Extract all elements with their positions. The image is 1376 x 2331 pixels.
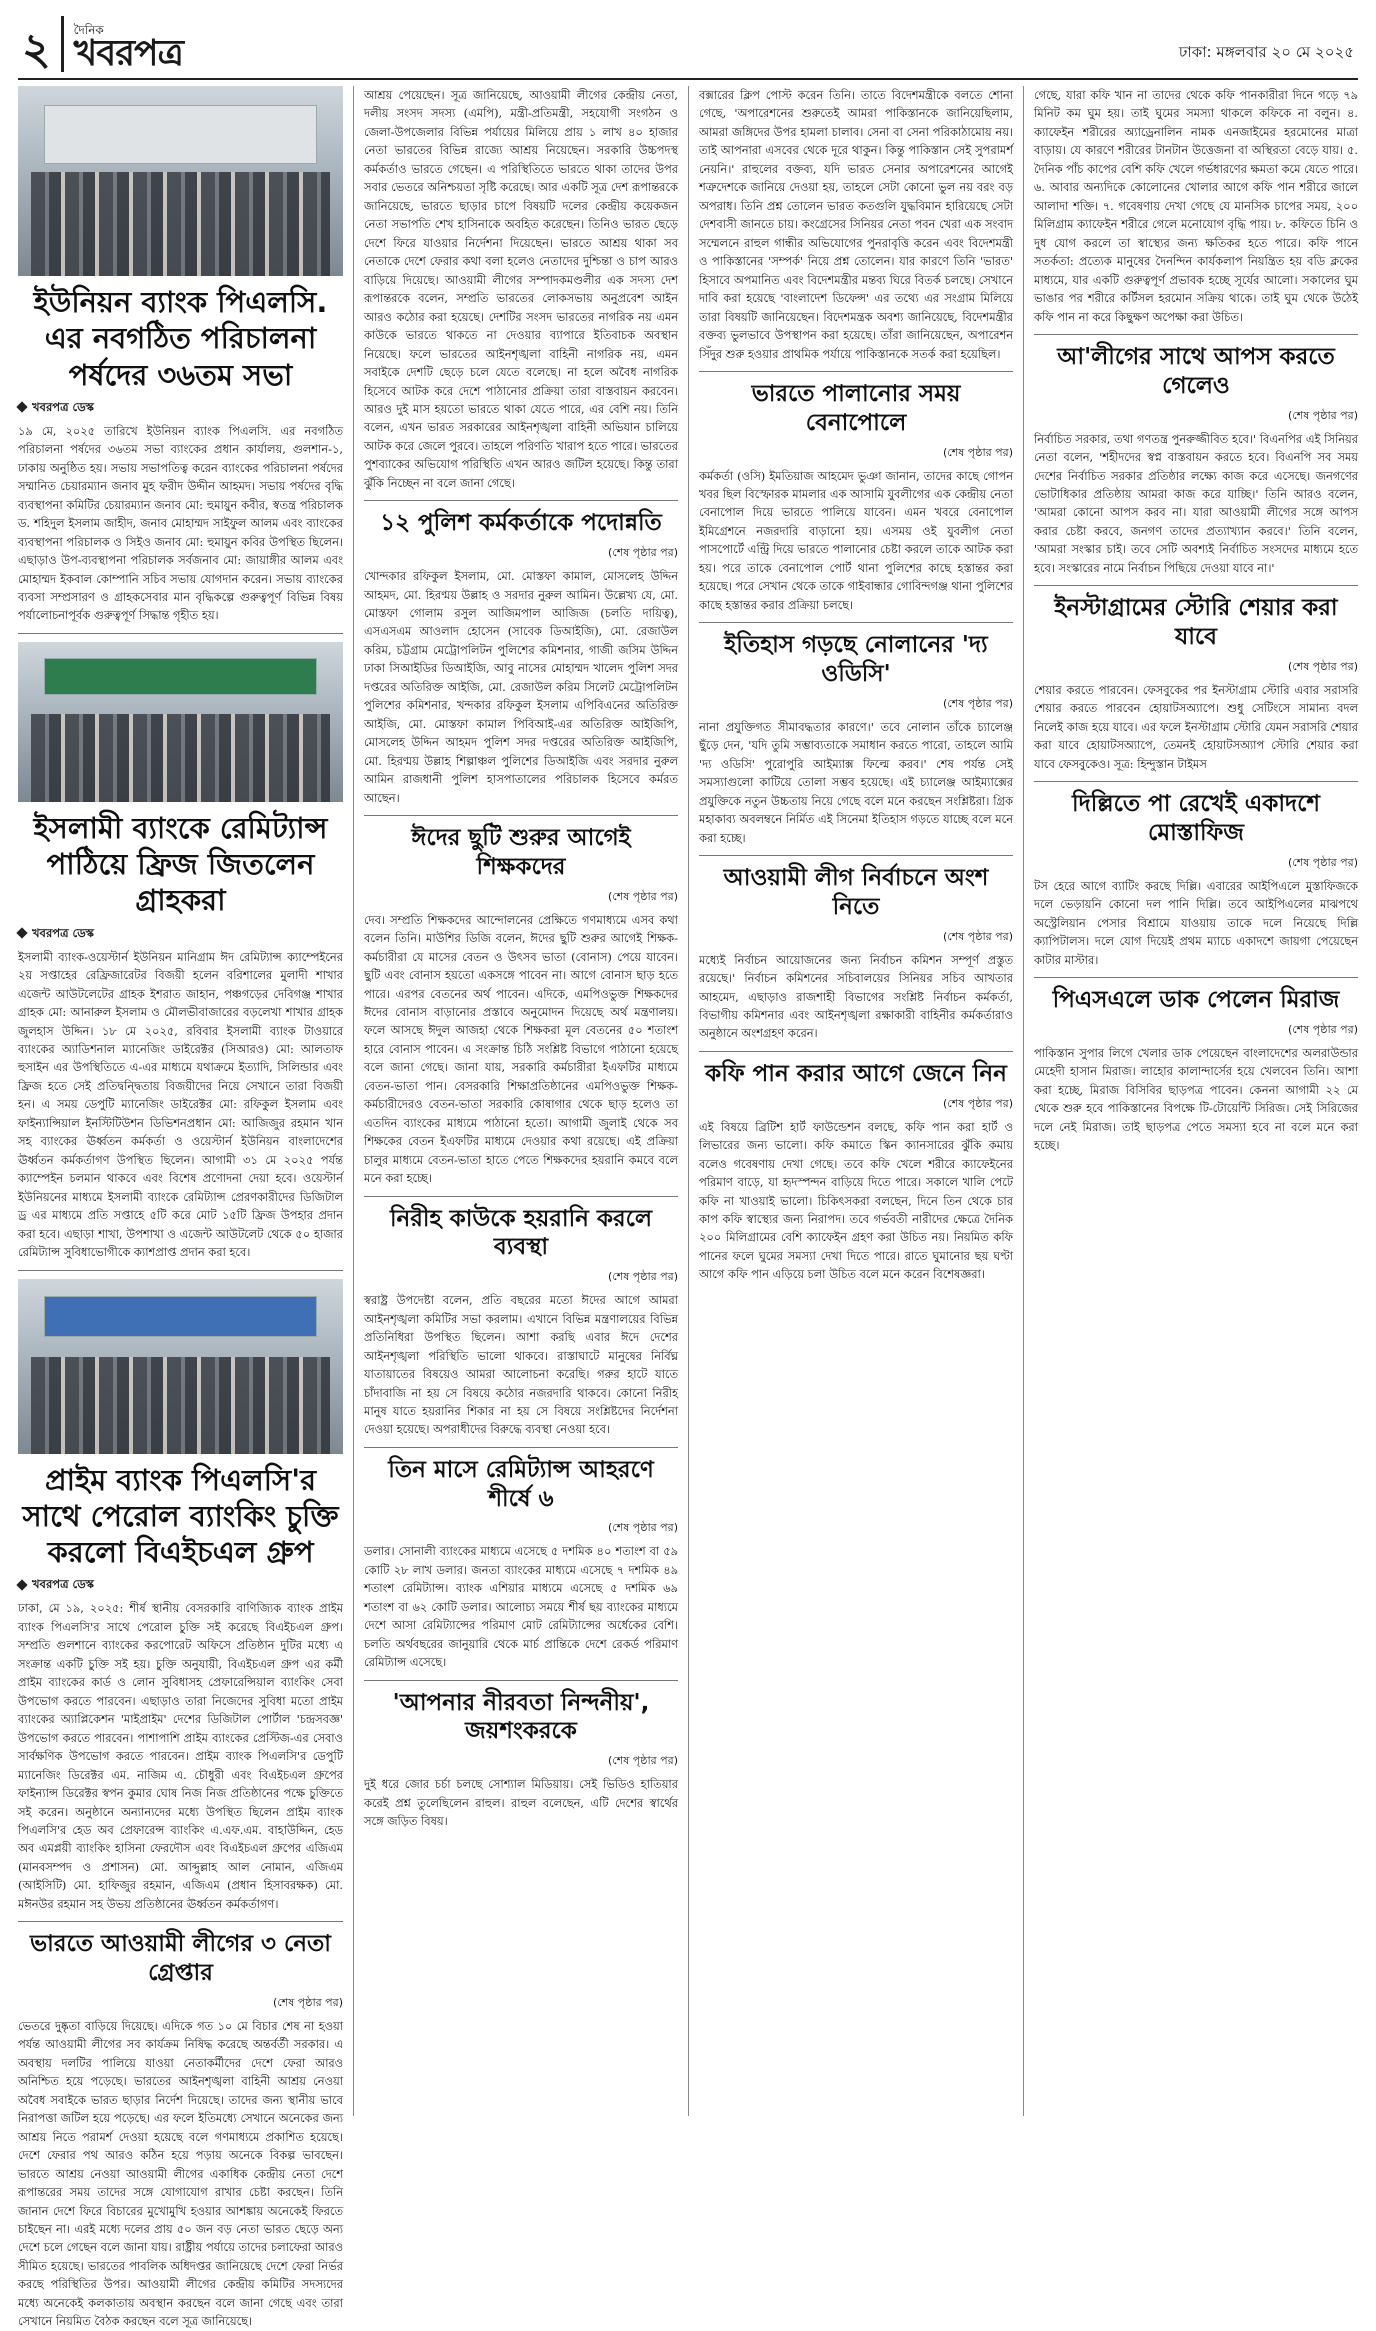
column-2 <box>353 86 688 2116</box>
masthead-logo: খবরপত্র <box>73 33 183 74</box>
article-union-bank: ১৯ মে, ২০২৫ তারিখে ইউনিয়ন ব্যাংক পিএলসি. এর নবগঠিত পরিচালনা পর্ষদের ৩৬তম সভা ব্যাংকের প্রধান কার্যালয়, গুলশান-১, ঢাকায় অনুষ্ঠিত হয়। সভায় সভাপতিত্ব করেন ব্যাংকের পরিচালনা পর্ষদের সম্মানিত চেয়ারম্যান জনাব মুহ ফরীদ উদ্দীন আহমদ। সভায় পর্ষদের বৃদ্ধি ব্যবস্থাপনা কমিটির চেয়ারম্যান জনাব মো: হুমায়ুন কবীর, স্বতন্ত্র পরিচালক ড. শহিদুল ইসলাম জাহীদ, জনাব মোহাম্মদ সাইফুল আলম এবং ব্যাংকের ব্যবস্থাপনা পরিচালক ও সিইও জনাব মো: হুমায়ুন কবির উপস্থিত ছিলেন। এছাড়াও উপ-ব্যবস্থাপনা পরিচালক সর্বজনাব মো: জায়াঙ্গীর আলম এবং মোহাম্মদ ইকবাল কোম্পানি সচিব সভায় যোগদান করেন। সভায় ব্যাংকের ব্যবসা সম্প্রসারণ ও গ্রাহকসেবার মান বৃদ্ধিকল্পে গুরুত্বপূর্ণ বিভিন্ন বিষয় পর্যালোচনাপূর্বক গুরুত্বপূর্ণ সিদ্ধান্ত গৃহীত হয়। <box>18 423 343 623</box>
article-harassment: স্বরাষ্ট্র উপদেষ্টা বলেন, প্রতি বছরের মতো ঈদের আগে আমরা আইনশৃঙ্খলা কমিটির সভা করলাম। এখানে বিভিন্ন মন্ত্রণালয়ের বিভিন্ন প্রতিনিধিরা উপস্থিত ছিলেন। আশা করছি এবার ঈদে দেশের আইনশৃঙ্খলা পরিস্থিতি ভালো থাকবে। রাস্তাঘাটে মানুষের নির্বিঘ্ন যাতায়াতের বিষয়েও আমরা আলোচনা করেছি। গরুর হাটে যাতে চাঁদাবাজি না হয় সে বিষয়ে কঠোর নজরদারি থাকবে। কোনো নিরীহ মানুষ যাতে হয়রানির শিকার না হয় সে বিষয়ে সংশ্লিষ্টদের নির্দেশনা দেওয়া হয়েছে। অপরাধীদের বিরুদ্ধে ব্যবস্থা নেওয়া হবে। <box>364 1293 678 1437</box>
headline-prime-bank: প্রাইম ব্যাংক পিএলসি'র সাথে পেরোল ব্যাংকিং চুক্তি করলো বিএইচএল গ্রুপ <box>22 1462 339 1570</box>
article-coffee-continued: গেছে, যারা কফি খান না তাদের থেকে কফি পানকারীরা দিনে গড়ে ৭৯ মিনিট কম ঘুম হয়। তাই ঘুমের সমস্যা থাকলে কফিকে না বলুন। ৪. ক্যাফেইন শরীরের অ্যাড্রেনালিন নামক এনজাইমের হরমোনের মাত্রা বাড়ায়। যে কারণে শরীরের টানটান উত্তেজনা বা অস্থিরতা বেড়ে যায়। ৫. দৈনিক পাঁচ কাপের বেশি কফি খেলে গর্ভধারণের ক্ষমতা কমে যেতে পারে। ৬. আবার অন্যদিকে কোলোনের খোলার আগে কফি পান শরীরে জালে আলাদা শক্তি। ৭. গবেষণায় দেখা গেছে যে মানসিক চাপের সময়, ২০০ মিলিগ্রাম ক্যাফেইন শরীরে গেলে মনোযোগ বৃদ্ধি পায়। ৮. কফিতে চিনি ও দুধ যোগ করলে তা স্বাস্থ্যের জন্য ক্ষতিকর হতে পারে। কফি পানে সতর্কতা: প্রত্যেক মানুষের দৈনন্দিন কার্যকলাপ নিয়ন্ত্রিত হয় বডি ক্লকের মাধ্যমে, যার একটি গুরুত্বপূর্ণ প্রভাবক হচ্ছে সূর্যের আলো। সকালের ঘুম ভাঙার পর শরীরে কর্টিসল হরমোন সক্রিয় থাকে। তাই ঘুম থেকে উঠেই কফি পান না করে কিছুক্ষণ অপেক্ষা করা উচিত। <box>1034 88 1358 324</box>
continued-label: (শেষ পৃষ্ঠার পর) <box>1287 659 1358 673</box>
byline: খবরপত্র ডেস্ক <box>18 399 343 418</box>
continued-label: (শেষ পৃষ্ঠার পর) <box>607 1270 678 1284</box>
article-police-promotion: খোন্দকার রফিকুল ইসলাম, মো. মোস্তফা কামাল, মোসলেহ উদ্দিন আহমদ, মো. হিরণ্ময় উল্লাহ ও সরদার নুরুল আমিন। উল্লেখ্য যে, মো. মোস্তফা গোলাম রসুল আজিমপাল আজিজ (চলতি দায়িত্ব), এসএসএম আওলাদ হোসেন (সাবেক ডিআইজি), মো. রেজাউল করিম, চট্টগ্রাম মেট্রোপলিটন পুলিশের কমিশনার, গাজী জসিম উদ্দিন ঢাকা সিআইডির ডিআইজি, আবু নাসের মোহাম্মদ খালেদ পুলিশ সদর দপ্তরের অতিরিক্ত আইজি, মো. রেজাউল করিম সিলেট মেট্রোপলিটন পুলিশের কমিশনার, খন্দকার রফিকুল ইসলাম এপিবিএনের অতিরিক্ত আইজি, মো. মোস্তফা কামাল পিবিআই-এর অতিরিক্ত আইজিপি, মোসলেহ উদ্দিন আহমদ পুলিশ সদর দপ্তরের অতিরিক্ত আইজিপি, মো. হিরণ্ময় উল্লাহ শিল্পাঞ্চল পুলিশের ডিআইজি এবং সরদার নুরুল আমিন রাজধানী পুলিশ হাসপাতালের পরিচালক হিসেবে কর্মরত আছেন। <box>364 569 678 805</box>
divider <box>364 1196 678 1197</box>
divider <box>364 1680 678 1681</box>
headline-miraz: পিএসএলে ডাক পেলেন মিরাজ <box>1052 987 1340 1014</box>
divider <box>699 1051 1013 1052</box>
headline-harassment: নিরীহ কাউকে হয়রানি করলে ব্যবস্থা <box>389 1205 653 1261</box>
column-4 <box>1023 86 1358 2116</box>
divider <box>1034 977 1358 978</box>
divider <box>18 1921 343 1922</box>
headline-awami-compromise: আ'লীগের সাথে আপস করতে গেলেও <box>1057 344 1335 399</box>
divider <box>1034 334 1358 335</box>
divider <box>364 815 678 816</box>
headline-awami-arrest: ভারতে আওয়ামী লীগের ৩ নেতা গ্রেপ্তার <box>30 1931 331 1987</box>
divider <box>1034 781 1358 782</box>
article-jaishankar-continued: বক্সারের ক্লিপ পোস্ট করেন তিনি। তাতে বিদেশমন্ত্রীকে বলতে শোনা গেছে, 'অপারেশনের শুরুতেই আমরা পাকিস্তানকে জানিয়েছিলাম, আমরা জঙ্গিদের উপর হামলা চালাব। সেনা বা সেনা পরিকাঠামোয় নয়। তাই আপনারা এসবের থেকে দূরে থাকুন। কিন্তু পাকিস্তান সেই সুপরামর্শ নেয়নি।' রাহুলের বক্তব্য, যদি ভারত সেনার অপারেশনের আগেই শত্রুদেশকে জানিয়ে দেওয়া হয়, তাহলে সেটা কোনো ভুল নয় বরং বড় অপরাধ। তিনি প্রশ্ন তোলেন ভারত কতগুলি যুদ্ধবিমান হারিয়েছে সেটা দেশবাসী জানতে চায়। কংগ্রেসের সিনিয়র নেতা পবন খেরা এক সংবাদ সম্মেলনে রাহুল গান্ধীর অভিযোগের পুনরাবৃত্তি করেন এবং বিদেশমন্ত্রী ও পাকিস্তানের 'সম্পর্ক' নিয়ে প্রশ্ন তোলেন। যার কারণে তিনি 'ভারত' হিসাবে অপমানিত এবং বিদেশমন্ত্রীর মন্তব্য ঘিরে বিতর্ক চলছে। সেখানে দাবি করা হয়েছে 'বাংলাদেশ ডিফেন্স' এর তথ্যে এর সংগ্রাম মিলিয়ে তারা বিষয়টি জানিয়েছেন। বিদেশমন্ত্রক অবশ্য জানিয়েছে, বিদেশমন্ত্রীর বক্তব্য ভুলভাবে উপস্থাপন করা হয়েছে। তাঁরা জানিয়েছেন, অপারেশন সিঁদুর শুরু হওয়ার প্রাথমিক পর্যায়ে পাকিস্তানকে সতর্ক করা হয়েছিল। <box>699 88 1013 361</box>
masthead-divider <box>61 16 64 72</box>
headline-jaishankar: 'আপনার নীরবতা নিন্দনীয়', জয়শংকরকে <box>392 1689 650 1745</box>
article-teachers-eid: দেব। সম্প্রতি শিক্ষকদের আন্দোলনের প্রেক্ষিতে গণমাধ্যমে এসব কথা বলেন তিনি। মাউশির ডিজি বলেন, ঈদের ছুটি শুরুর আগেই শিক্ষক-কর্মচারীরা যে মাসের বেতন ও উৎসব ভাতা (বোনাস) পেয়ে যাবেন। ছুটি এবং বোনাস হয়তো একসঙ্গে পাবেন না। আগে বোনাস ছাড় হতে পারে। এরপর বেতনের অর্থ পাবেন। এদিকে, এমপিওভুক্ত শিক্ষকদের ঈদের বোনাস বাড়ানোর প্রস্তাবে অনুমোদন দিয়েছে অর্থ মন্ত্রণালয়। ফলে আসছে ঈদুল আজহা থেকে শিক্ষকরা মূল বেতনের ৫০ শতাংশ হারে বোনাস পাবেন। এ সংক্রান্ত চিঠি সংশ্লিষ্ট বিভাগে পাঠানো হয়েছে বলে জানা গেছে। জানা যায়, সরকারি কর্মচারীরা ইএফটির মাধ্যমে বেতন-ভাতা পান। বেসরকারি শিক্ষাপ্রতিষ্ঠানের এমপিওভুক্ত শিক্ষক-কর্মচারীদেরও বেতন-ভাতা সরকারি কোষাগার থেকে ছাড় হলেও তা এতদিন ব্যাংকের মাধ্যমে পাঠানো হতো। আগামী জুলাই থেকে সব শিক্ষকের বেতন ইএফটির মাধ্যমে দেওয়ার কথা রয়েছে। এই প্রক্রিয়া চালুর মাধ্যমে বেতন-ভাতা হাতে পেতে শিক্ষকদের হয়রানি কমবে বলে মনে করা হচ্ছে। <box>364 912 678 1186</box>
continued-label: (শেষ পৃষ্ঠার পর) <box>607 1754 678 1768</box>
column-1 <box>18 86 353 2329</box>
union-bank-meeting-photo <box>18 86 343 276</box>
article-awami-arrest: ভেতরে দুষ্কৃতা বাড়িয়ে দিয়েছে। এদিকে গত ১০ মে বিচার শেষ না হওয়া পর্যন্ত আওয়ামী লীগের সব কার্যক্রম নিষিদ্ধ করেছে অন্তর্বর্তী সরকার। এ অবস্থায় দলটির পালিয়ে যাওয়া নেতাকর্মীদের দেশে ফেরা আরও অনিশ্চিত হয়ে পড়েছে। ভারতের আইনশৃঙ্খলা বাহিনী আশ্রয় নেওয়া অবৈধ সবাইকে ভারত ছাড়ার নির্দেশ দিয়েছে। তাদের জন্য স্থানীয় ভাবে নিরাপত্তা জটিল হয়ে পড়েছে। এর ফলে ইতিমধ্যে সেখানে অনেকের জন্য আশ্রয় নিতে পরামর্শ দেওয়া হয়েছে বলে গণমাধ্যমে প্রকাশিত হয়েছে। দেশে ফেরার পথ আরও কঠিন হয়ে পড়ায় অনেকে বিকল্প ভাবছেন। ভারতে আশ্রয় নেওয়া আওয়ামী লীগের একাধিক কেন্দ্রীয় নেতা দেশে রূপান্তরের সময় তাদের সঙ্গে যোগাযোগ রাখার চেষ্টা করছেন। তিনি জানান দেশে ফিরে বিচারের মুখোমুখি হওয়ার আশঙ্কায় অনেকেই ফিরতে চাইছেন না। এরই মধ্যে দলের প্রায় ৫০ জন বড় নেতা ভারত ছেড়ে অন্য দেশে চলে গেছেন বলে জানা যায়। রাষ্ট্রীয় পর্যায়ে তাদের চলাফেরা আরও সীমিত হয়েছে। ভারতের পাবলিক অধিদপ্তর জানিয়েছে দেশে ফেরা নির্ভর করছে পরিস্থিতির উপর। আওয়ামী লীগের কেন্দ্রীয় কমিটির সদস্যদের মধ্যে অনেকেই কলকাতায় অবস্থান করছেন বলে জানা গেছে এবং তারা সেখানে নিয়মিত বৈঠক করছেন বলে সূত্র জানিয়েছে। <box>18 2018 343 2329</box>
article-benapole: কর্মকর্তা (ওসি) ইমতিয়াজ আহমেদ ভুঞা জানান, তাদের কাছে গোপন খবর ছিল বিস্ফোরক মামলার এক আসামি যুবলীগের এক কেন্দ্রীয় নেতা বেনাপোল দিয়ে ভারতে পালিয়ে যাবেন। এমন খবরে বেনাপোল ইমিগ্রেশনে নজরদারি বাড়ানো হয়। এসময় ওই যুবলীগ নেতা পাসপোর্টে এন্ট্রি দিয়ে ভারতে পালানোর চেষ্টা করলে তাকে আটক করা হয়। পরে তাকে বেনাপোল পোর্ট থানা পুলিশের কাছে হস্তান্তর করা হয়েছে। পরে সেখান থেকে তাকে গাইবান্ধার গোবিন্দগঞ্জ থানা পুলিশের কাছে হস্তান্তর করার প্রক্রিয়া চলছে। <box>699 468 1013 612</box>
diamond-icon <box>16 402 27 413</box>
continued-label: (শেষ পৃষ্ঠার পর) <box>942 696 1013 710</box>
masthead-date: ঢাকা: মঙ্গলবার ২০ মে ২০২৫ <box>1178 43 1354 61</box>
masthead <box>18 0 1358 80</box>
byline: খবরপত্র ডেস্ক <box>18 925 343 944</box>
continued-label: (শেষ পৃষ্ঠার পর) <box>607 1521 678 1535</box>
divider <box>1034 585 1358 586</box>
continued-label: (শেষ পৃষ্ঠার পর) <box>942 929 1013 943</box>
diamond-icon <box>16 1579 27 1590</box>
continued-label: (শেষ পৃষ্ঠার পর) <box>1287 855 1358 869</box>
article-coffee: এই বিষয়ে ব্রিটিশ হার্ট ফাউন্ডেশন বলছে, কফি পান করা হার্ট ও লিভারের জন্য ভালো। কফি কমাতে স্কিন ক্যানসারের ঝুঁকি কমায় বলেও গবেষণায় দেখা গেছে। তবে কফি খেলে শরীরে ক্যাফেইনের পরিমাণ বাড়ে, যা হৃদস্পন্দন বাড়িয়ে দিতে পারে। সকালে খালি পেটে কফি না খাওয়াই ভালো। চিকিৎসকরা বলছেন, দিনে তিন থেকে চার কাপ কফি স্বাস্থ্যের জন্য নিরাপদ। তবে গর্ভবতী নারীদের ক্ষেত্রে দৈনিক ২০০ মিলিগ্রামের বেশি ক্যাফেইন গ্রহণ করা উচিত নয়। নিয়মিত কফি পানের ফলে ঘুমের সমস্যা দেখা দিতে পারে। রাতে ঘুমানোর ছয় ঘণ্টা আগে কফি পান এড়িয়ে চলা উচিত বলে মনে করেন বিশেষজ্ঞরা। <box>699 1119 1013 1282</box>
headline-mustafiz: দিল্লিতে পা রেখেই একাদশে মোস্তাফিজ <box>1072 791 1320 846</box>
prime-bank-signing-photo <box>18 1279 343 1454</box>
diamond-icon <box>16 927 27 938</box>
divider <box>18 1270 343 1271</box>
continued-label: (শেষ পৃষ্ঠার পর) <box>607 889 678 903</box>
article-instagram: শেয়ার করতে পারবেন। ফেসবুকের পর ইনস্টাগ্রাম স্টোরি এবার সরাসরি শেয়ার করতে পারবেন হোয়াটসঅ্যাপে। শুধু সেটিংসে সামান্য বদল নিলেই কাজ হয়ে যাবে। এর ফলে ইনস্টাগ্রাম স্টোরি যেমন সরাসরি শেয়ার করা যাবে হোয়াটসঅ্যাপে, তেমনই হোয়াটসঅ্যাপ স্টোরি শেয়ার করা যাবে ফেসবুকেও। সূত্র: হিন্দুস্তান টাইমস <box>1034 682 1358 771</box>
continued-label: (শেষ পৃষ্ঠার পর) <box>942 1096 1013 1110</box>
article-miraz: পাকিস্তান সুপার লিগে খেলার ডাক পেয়েছেন বাংলাদেশের অলরাউন্ডার মেহেদী হাসান মিরাজ। লাহোর কালান্দার্সের হয়ে খেলবেন তিনি। আশা করা হচ্ছে, মিরাজ বিসিবির ছাড়পত্র পাবেন। কেননা আগামী ২২ মে থেকে শুরু হবে পাকিস্তানের বিপক্ষে টি-টোয়েন্টি সিরিজ। সেই সিরিজের দলে নেই মিরাজ। তাই ছাড়পত্র পেতে সমস্যা হবে না বলে মনে করা হচ্ছে। <box>1034 1045 1358 1153</box>
continued-label: (শেষ পৃষ্ঠার পর) <box>272 1995 343 2009</box>
masthead-daily-label: দৈনিক <box>73 23 104 37</box>
continued-label: (শেষ পৃষ্ঠার পর) <box>1287 1022 1358 1036</box>
article-prime-bank: ঢাকা, মে ১৯, ২০২৫: শীর্ষ স্থানীয় বেসরকারি বাণিজ্যিক ব্যাংক প্রাইম ব্যাংক পিএলসি'র সাথে পেরোল চুক্তি সই করেছে বিএইচএল গ্রুপ। সম্প্রতি গুলশানে ব্যাংকের করপোরেট অফিসে প্রতিষ্ঠান দুটির মধ্যে এ সংক্রান্ত একটি চুক্তি সই হয়। চুক্তি অনুযায়ী, বিএইচএল গ্রুপ এর কর্মী প্রাইম ব্যাংকের কার্ড ও লোন সুবিধাসহ প্রেফারেন্সিয়াল ব্যাংকিং সেবা উপভোগ করতে পারবেন। এছাড়াও তারা নিজেদের সুবিধা মতো প্রাইম ব্যাংকের অ্যাপ্লিকেশন 'মাইপ্রাইম' দেশের ডিজিটাল পোর্টাল 'চন্দ্রসবজ্ঞ' উপভোগ করতে পারবেন। পাশাপাশি প্রাইম ব্যাংকের প্রেস্টিজ-এর সেবাও সার্বক্ষণিক উপভোগ করতে পারবেন। প্রাইম ব্যাংক পিএলসি'র ডেপুটি ম্যানেজিং ডিরেক্টর এম. নাজিম এ. চৌধুরী এবং বিএইচএল গ্রুপের ফাইন্যান্স ডিরেক্টর স্বপন কুমার ঘোষ নিজ নিজ প্রতিষ্ঠানের পক্ষে চুক্তিতে সই করেন। অনুষ্ঠানে অন্যান্যদের মধ্যে উপস্থিত ছিলেন প্রাইম ব্যাংক পিএলসি'র হেড অব প্রেফারেন্স ব্যাংকিং এ.এফ.এম. বাহাউদ্দিন, হেড অব এমপ্লয়ী ব্যাংকিং হাসিনা ফেরদৌস এবং বিএইচএল গ্রুপের এজিএম (মানবসম্পদ ও প্রশাসন) মো. আব্দুল্লাহ আল নোমান, এজিএম (আইসিটি) মো. হাফিজুর রহমান, এজিএম (প্রধান হিসাবরক্ষক) মো. মঈনউর রহমান সহ উভয় প্রতিষ্ঠানের ঊর্ধ্বতন কর্মকর্তাগণ। <box>18 1601 343 1911</box>
headline-union-bank: ইউনিয়ন ব্যাংক পিএলসি. এর নবগঠিত পরিচালনা পর্ষদের ৩৬তম সভা <box>33 285 328 392</box>
divider <box>364 1447 678 1448</box>
headline-election: আওয়ামী লীগ নির্বাচনে অংশ নিতে <box>723 865 989 920</box>
article-awami-continued: আশ্রয় পেয়েছেন। সূত্র জানিয়েছে, আওয়ামী লীগের কেন্দ্রীয় নেতা, দলীয় সংসদ সদস্য (এমপি), মন্ত্রী-প্রতিমন্ত্রী, সহযোগী সংগঠন ও জেলা-উপজেলার বিভিন্ন পর্যায়ের মিলিয়ে প্রায় ১ লাখ ৪০ হাজার নেতা ভারতের বিভিন্ন রাজ্যে আশ্রয় নিয়েছেন। সরকারি উচ্চপদস্থ কর্মকর্তাও ভারতে গেছেন। এ পরিস্থিতিতে ভারতে থাকা তাদের উপর সবার ভেতরে অনিশ্চয়তা সৃষ্টি করেছে। আর একটি সূত্র দেশ রূপান্তরকে জানিয়েছে, ভারতে ছাড়ার চাপে বিষয়টি দলের কেন্দ্রীয় কয়েকজন নেতা সভাপতি শেখ হাসিনাকে অবহিত করেছেন। তিনিও ভারত ছেড়ে দেশে ফিরে যাওয়ার নির্দেশনা দিয়েছেন। ভারতে আশ্রয় থাকা সব নেতাকে দেশে ফেরার কথা বলা হলেও নেতাদের দুশ্চিন্তা ও চাপ আরও বাড়িয়ে দিয়েছে। আওয়ামী লীগের সম্পাদকমণ্ডলীর এক সদস্য দেশ রূপান্তরকে বলেন, সম্প্রতি ভারতের লোকসভায় অনুপ্রবেশ আইন আরও কঠোর করা হয়েছে। দেশটির সংসদ ভারতের নাগরিক নয় এমন কাউকে ভারতে থাকতে না দেওয়ার ব্যাপারে ইতিবাচক অবস্থান নিয়েছে। ফলে ভারতের আইনশৃঙ্খলা বাহিনী নাগরিক নয়, এমন সবাইকে দেশটি ছেড়ে চলে যেতে বলেছে। না হলে অবৈধ নাগরিক হিসেবে আটক করে দেশে পাঠানোর প্রক্রিয়া তারা বাস্তবায়ন করবেন। আরও দুই মাস হয়তো ভারতে থাকা যেতে পারে, এর বেশি নয়। তিনি বলেন, এখন ভারত সরকারের আইনশৃঙ্খলা বাহিনী অভিযান চালিয়ে আটক করে জেলে পুরবে। তাহলে পরিণতি খারাপ হতে পারে। ভারতের পুশব্যাকের অভিযোগ পরিস্থিতি এখন আরও জটিল হয়েছে। কিন্তু তারা ঝুঁকি নিচ্ছেন না বলে জানা গেছে। <box>364 88 678 490</box>
article-islami-bank: ইসলামী ব্যাংক-ওয়েস্টার্ন ইউনিয়ন মানিগ্রাম ঈদ রেমিট্যান্স ক্যাম্পেইনের ২য় সপ্তাহের রেফ্রিজারেটর বিজয়ী হলেন বরিশালের মুলাদী শাখার এজেন্ট আউটলেটের গ্রাহক ইশরাত জাহান, পঞ্চগড়ের দেবিগঞ্জ শাখার গ্রাহক মো: আনারুল ইসলাম ও মৌলভীবাজারের বড়লেখা শাখার গ্রাহক জুলহাস উদ্দিন। ১৮ মে ২০২৫, রবিবার ইসলামী ব্যাংক টাওয়ারে ব্যাংকের অ্যাডিশনাল ম্যানেজিং ডাইরেক্টর (সিআরও) মো: আলতাফ হুসাইন এর উপস্থিতিতে এ-এর মাধ্যমে যথাক্রমে ইত্যাদি, সিলিন্ডার এবং ফ্রিজ হতে সেই প্রতিদ্বন্দ্বিতায় বিজয়ীদের নিয়ে সেখানে তারা বিজয়ী হন। এ সময় ডেপুটি ম্যানেজিং ডাইরেক্টর মো: রফিকুল ইসলাম এবং ফাইন্যান্সিয়াল ইনস্টিটিউশন ডিভিশনপ্রধান মো: আজিজুর রহমান খান সহ ব্যাংকের ঊর্ধ্বতন কর্মকর্তা ও ওয়েস্টার্ন ইউনিয়ন বাংলাদেশের ঊর্ধ্বতন কর্মকর্তাগণ উপস্থিত ছিলেন। আগামী ৩১ মে ২০২৫ পর্যন্ত ক্যাম্পেইন চলমান থাকবে এবং বিশেষ প্রণোদনা দেয়া হবে। ওয়েস্টার্ন ইউনিয়নের মাধ্যমে ইসলামী ব্যাংকে রেমিট্যান্স প্রেরণকারীদের ডিজিটাল ড্র এর মাধ্যমে প্রতি সপ্তাহে ৫টি করে মোট ১৫টি ফ্রিজ উপহার প্রদান করা হবে। এছাড়া শাখা, উপশাখা ও এজেন্ট আউটলেট থেকে ৫০ হাজার রেমিট্যান্স সুবিধাভোগীকে ক্যাশপ্রাপ্ত প্রদান করা হবে। <box>18 949 343 1260</box>
continued-label: (শেষ পৃষ্ঠার পর) <box>942 445 1013 459</box>
continued-label: (শেষ পৃষ্ঠার পর) <box>1287 408 1358 422</box>
article-election: মধ্যেই নির্বাচন আয়োজনের জন্য নির্বাচন কমিশন সম্পূর্ণ প্রস্তুত রয়েছে।' নির্বাচন কমিশনের সচিবালয়ের সিনিয়র সচিব আখতার আহমেদ, এছাড়াও রাজশাহী বিভাগের সংশ্লিষ্ট নির্বাচন কর্মকর্তা, বিভাগীয় কমিশনার এবং আইনশৃঙ্খলা রক্ষাকারী বাহিনীর কর্মকর্তারাও অনুষ্ঠানে অংশগ্রহণ করেন। <box>699 952 1013 1041</box>
headline-police-promotion: ১২ পুলিশ কর্মকর্তাকে পদোন্নতি <box>380 510 662 537</box>
divider <box>18 633 343 634</box>
divider <box>699 622 1013 623</box>
headline-instagram: ইনস্টাগ্রামের স্টোরি শেয়ার করা যাবে <box>1054 595 1338 651</box>
article-awami-compromise: নির্বাচিত সরকার, তথা গণতন্ত্র পুনরুজ্জীবিত হবে।' বিএনপির এই সিনিয়র নেতা বলেন, 'শহীদদের স্বপ্ন বাস্তবায়ন করতে হবে। বিএনপি সব সময় দেশের নির্বাচিত সরকার প্রতিষ্ঠার লক্ষ্যে কাজ করে এসেছে। জনগণের ভোটাধিকার প্রতিষ্ঠায় আমরা কাজ করে যাচ্ছি।' তিনি আরও বলেন, 'আমরা কোনো আপস করব না। যারা আওয়ামী লীগের সঙ্গে আপস করার চেষ্টা করবে, জনগণ তাদের প্রত্যাখ্যান করবে।' তিনি বলেন, 'আমরা সংস্কার চাই। তবে সেটি অবশ্যই নির্বাচিত সংসদের মাধ্যমে হতে হবে। সংস্কারের নামে নির্বাচন পিছিয়ে দেওয়া যাবে না।' <box>1034 431 1358 575</box>
divider <box>364 500 678 501</box>
headline-coffee: কফি পান করার আগে জেনে নিন <box>705 1060 1007 1087</box>
columns <box>18 86 1358 2329</box>
byline: খবরপত্র ডেস্ক <box>18 1576 343 1595</box>
islami-bank-photo <box>18 642 343 802</box>
headline-odyssey: ইতিহাস গড়ছে নোলানের 'দ্য ওডিসি' <box>724 632 988 688</box>
page-number: ২ <box>22 24 51 75</box>
divider <box>699 371 1013 372</box>
article-odyssey: নানা প্রযুক্তিগত সীমাবদ্ধতার কারণে।' তবে নোলান তাঁকে চ্যালেঞ্জ ছুঁড়ে দেন, 'যদি তুমি সম্ভাব্যতাকে সমাধান করতে পারো, তাহলে আমি 'দ্য ওডিসি' পুরোপুরি আইম্যাক্স ফিল্মে করব।' শেষ পর্যন্ত সেই সমস্যাগুলো কাটিয়ে তোলা সম্ভব হয়েছে। এই চ্যালেঞ্জ আইম্যাক্সের প্রযুক্তিকে নতুন উচ্চতায় নিয়ে গেছে বলে মনে করছেন সংশ্লিষ্টরা। গ্রিক মহাকাব্য অবলম্বনে নির্মিত এই সিনেমা ইতিহাস গড়তে যাচ্ছে বলে মনে করা হচ্ছে। <box>699 719 1013 845</box>
article-mustafiz: টস হেরে আগে ব্যাটিং করছে দিল্লি। এবারের আইপিএলে মুস্তাফিজকে দলে ভেড়ায়নি কোনো দল পানি দিল্লি। তবে আইপিএলের মাঝপথে অস্ট্রেলিয়ান পেসার বিশ্রামে যাওয়ায় তাকে দলে নিয়েছে দিল্লি ক্যাপিটালস। দলে যোগ দিয়েই প্রথম ম্যাচে একাদশে জায়গা পেয়েছেন কাটার মাস্টার। <box>1034 878 1358 967</box>
headline-islami-bank: ইসলামী ব্যাংকে রেমিট্যান্স পাঠিয়ে ফ্রিজ জিতলেন গ্রাহকরা <box>33 810 328 918</box>
article-jaishankar: দুই ধরে জোর চর্চা চলছে সোশ্যাল মিডিয়ায়। সেই ভিডিও হাতিয়ার করেই প্রশ্ন তুলেছিলেন রাহুল। রাহুল বলেছেন, এটি দেশের স্বার্থের সঙ্গে জড়িত বিষয়। <box>364 1777 678 1829</box>
article-remittance: ডলার। সোনালী ব্যাংকের মাধ্যমে এসেছে ৫ দশমিক ৪০ শতাংশ বা ৫৯ কোটি ২৮ লাখ ডলার। জনতা ব্যাংকের মাধ্যমে এসেছে ৭ দশমিক ৪৯ শতাংশ রেমিট্যান্স। ব্যাংক এশিয়ার মাধ্যমে এসেছে ৫ দশমিক ৬৯ শতাংশ বা ৬২ কোটি ডলার। আলোচ্য সময়ে শীর্ষ ছয় ব্যাংকের মাধ্যমে দেশে আসা রেমিট্যান্সের পরিমাণ মোট রেমিট্যান্সের অর্ধেকের বেশি। চলতি অর্থবছরের জানুয়ারি থেকে মার্চ প্রান্তিকে দেশে রেকর্ড পরিমাণ রেমিট্যান্স এসেছে। <box>364 1544 678 1670</box>
headline-teachers-eid: ঈদের ছুটি শুরুর আগেই শিক্ষকদের <box>411 825 631 880</box>
headline-benapole: ভারতে পালানোর সময় বেনাপোলে <box>751 381 961 436</box>
continued-label: (শেষ পৃষ্ঠার পর) <box>607 546 678 560</box>
divider <box>699 855 1013 856</box>
masthead-brand <box>74 24 183 72</box>
headline-remittance: তিন মাসে রেমিট্যান্স আহরণে শীর্ষে ৬ <box>388 1456 654 1512</box>
column-3 <box>688 86 1023 2116</box>
